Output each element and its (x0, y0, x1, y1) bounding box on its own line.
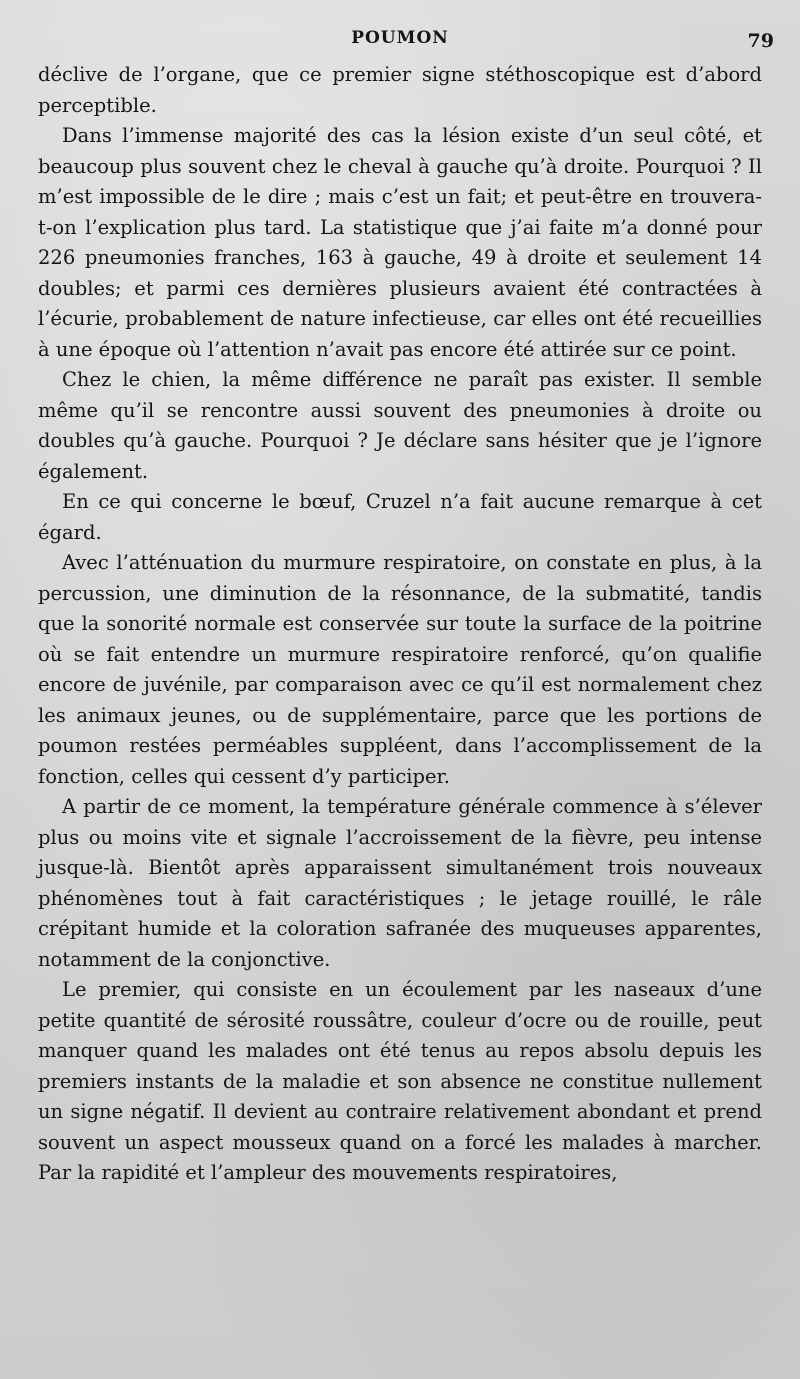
paragraph-ox: En ce qui concerne le bœuf, Cruzel n’a fait aucune remarque à cet égard. (38, 490, 762, 544)
page-number: 79 (747, 30, 774, 52)
paragraph-dog: Chez le chien, la même différence ne paraît pas exister. Il semble même qu’il se rencontre aussi souvent des pneumonies à droite ou doubles qu’à gauche. Pourquoi ? Je déclare sans hésiter que je l’ignore également. (38, 368, 762, 483)
paragraph-temperature: A partir de ce moment, la température générale commence à s’élever plus ou moins vite et signale l’accroissement de la fièvre, peu intense jusque-là. Bientôt après apparaissent simultanément trois nouveaux phénomènes tout à fait caractéristiques ; le jetage rouillé, le râle crépitant humide et la coloration safranée des muqueuses apparentes, notamment de la conjonctive. (38, 795, 762, 971)
paragraph-percussion: Avec l’atténuation du murmure respiratoire, on constate en plus, à la percussion, une diminution de la résonnance, de la submatité, tandis que la sonorité normale est conservée sur toute la surface de la poitrine où se fait entendre un murmure respiratoire renforcé, qu’on qualifie encore de juvénile, par comparaison avec ce qu’il est normalement chez les animaux jeunes, ou de supplémentaire, parce que les portions de poumon restées perméables suppléent, dans l’accomplissement de la fonction, celles qui cessent d’y participer. (38, 551, 762, 788)
running-title: POUMON (351, 28, 449, 48)
paragraph-lesion-side: Dans l’immense majorité des cas la lésion existe d’un seul côté, et beaucoup plus souvent chez le cheval à gauche qu’à droite. Pourquoi ? Il m’est impossible de le dire ; mais c’est un fait; et peut-être en trouvera-t-on l’explication plus tard. La statistique que j’ai faite m’a donné pour 226 pneumonies franches, 163 à gauche, 49 à droite et seulement 14 doubles; et parmi ces dernières plusieurs avaient été contractées à l’écurie, probablement de nature infectieuse, car elles ont été recueillies à une époque où l’attention n’avait pas encore été attirée sur ce point. (38, 124, 762, 361)
paragraph-continuation: déclive de l’organe, que ce premier signe stéthoscopique est d’abord perceptible. (38, 63, 762, 117)
body-text (38, 60, 762, 1189)
paragraph-jetage: Le premier, qui consiste en un écoulement par les naseaux d’une petite quantité de sérosité roussâtre, couleur d’ocre ou de rouille, peut manquer quand les malades ont été tenus au repos absolu depuis les premiers instants de la maladie et son absence ne constitue nullement un signe négatif. Il devient au contraire relativement abondant et prend souvent un aspect mousseux quand on a forcé les malades à marcher. Par la rapidité et l’ampleur des mouvements respiratoires, (38, 978, 762, 1184)
